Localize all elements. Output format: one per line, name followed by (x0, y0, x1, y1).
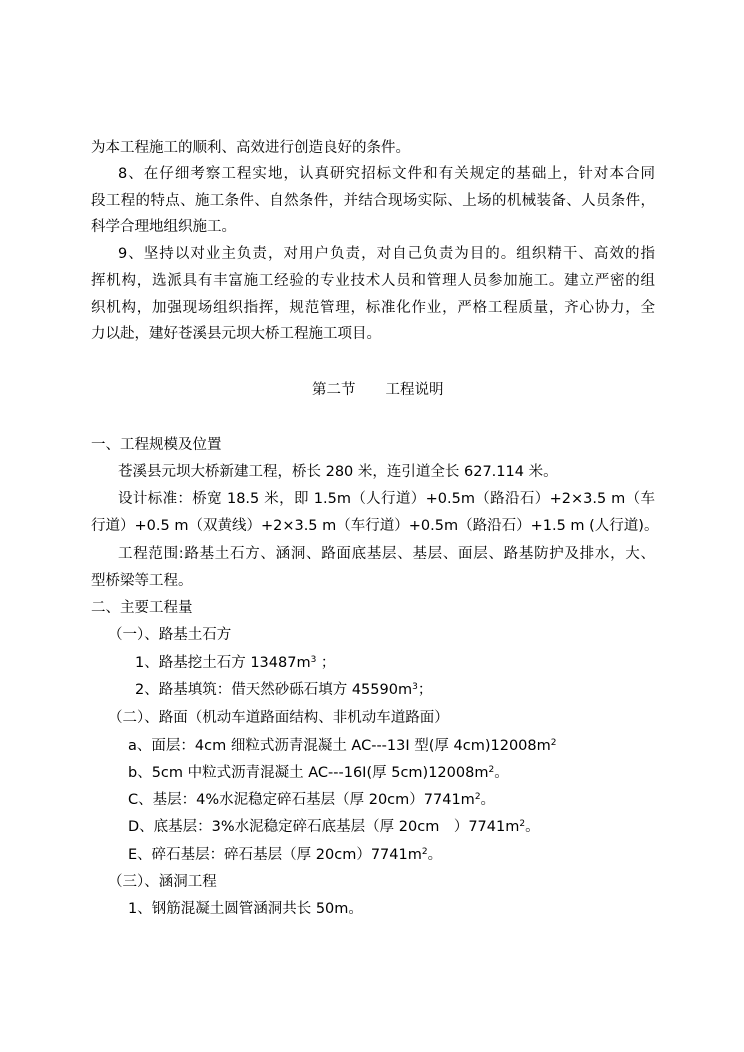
part-heading: 二、主要工程量 (91, 600, 193, 616)
paragraph-line: 工程范围:路基土石方、涵洞、路面底基层、基层、面层、路基防护及排水，大、 (118, 546, 655, 562)
paragraph-line: 挥机构，选派具有丰富施工经验的专业技术人员和管理人员参加施工。建立严密的组 (91, 273, 655, 289)
section-heading (312, 381, 444, 399)
paragraph-line: 8、在仔细考察工程实地，认真研究招标文件和有关规定的基础上，针对本合同 (118, 166, 655, 182)
paragraph-line: 型桥梁等工程。 (91, 573, 193, 589)
list-item: b、5cm 中粒式沥青混凝土 AC---16I(厚 $5cm)12008m^2$。 (128, 765, 509, 781)
list-item: D、底基层：3%水泥稳定碎石底基层（厚 20cm ）$7741m^2$。 (128, 819, 540, 835)
paragraph-line: 力以赴，建好苍溪县元坝大桥工程施工项目。 (91, 326, 381, 342)
part-heading: 一、工程规模及位置 (91, 437, 222, 453)
list-item: C、基层：4%水泥稳定碎石基层（厚 $20cm)7741m^2$。 (128, 792, 496, 808)
section-number: 第二节 (312, 382, 356, 398)
list-item: 1、路基挖土石方 $13487m^3$ ； (135, 655, 336, 671)
paragraph-line: 为本工程施工的顺利、高效进行创造良好的条件。 (91, 140, 410, 156)
list-item: a、面层：4cm 细粒式沥青混凝土 AC---13I 型(厚 $4cm)12008m^2$ (128, 738, 557, 754)
subsection-heading: （一）、路基土石方 (108, 627, 232, 643)
paragraph-line: 设计标准：桥宽 18.5 米，即 1.5m（人行道）+0.5m（路沿石）+2×3.5 m（车 (118, 491, 655, 507)
list-item: E、碎石基层：碎石基层（厚 $20cm)7741m^2$。 (128, 847, 443, 863)
paragraph-line: 9、坚持以对业主负责，对用户负责，对自己负责为目的。组织精干、高效的指 (118, 246, 655, 262)
paragraph-line: 苍溪县元坝大桥新建工程，桥长 280 米，连引道全长 627.114 米。 (118, 464, 558, 480)
paragraph-line: 织机构，加强现场组织指挥，规范管理，标准化作业，严格工程质量，齐心协力，全 (91, 300, 655, 316)
list-item: 2、路基填筑：借天然砂砾石填方 $45590m^3$； (135, 682, 433, 698)
paragraph-line: 行道）+0.5 m（双黄线）+2×3.5 m（车行道）+0.5m（路沿石）+1.5 m (人行道)。 (91, 518, 659, 534)
paragraph-line: 科学合理地组织施工。 (91, 219, 236, 235)
subsection-heading: （三）、涵洞工程 (108, 874, 217, 890)
section-title: 工程说明 (385, 382, 444, 398)
paragraph-line: 段工程的特点、施工条件、自然条件，并结合现场实际、上场的机械装备、人员条件， (91, 193, 655, 209)
subsection-heading: （二）、路面（机动车道路面结构、非机动车道路面） (108, 710, 449, 726)
list-item: 1、钢筋混凝土圆管涵洞共长 50m。 (128, 901, 363, 917)
